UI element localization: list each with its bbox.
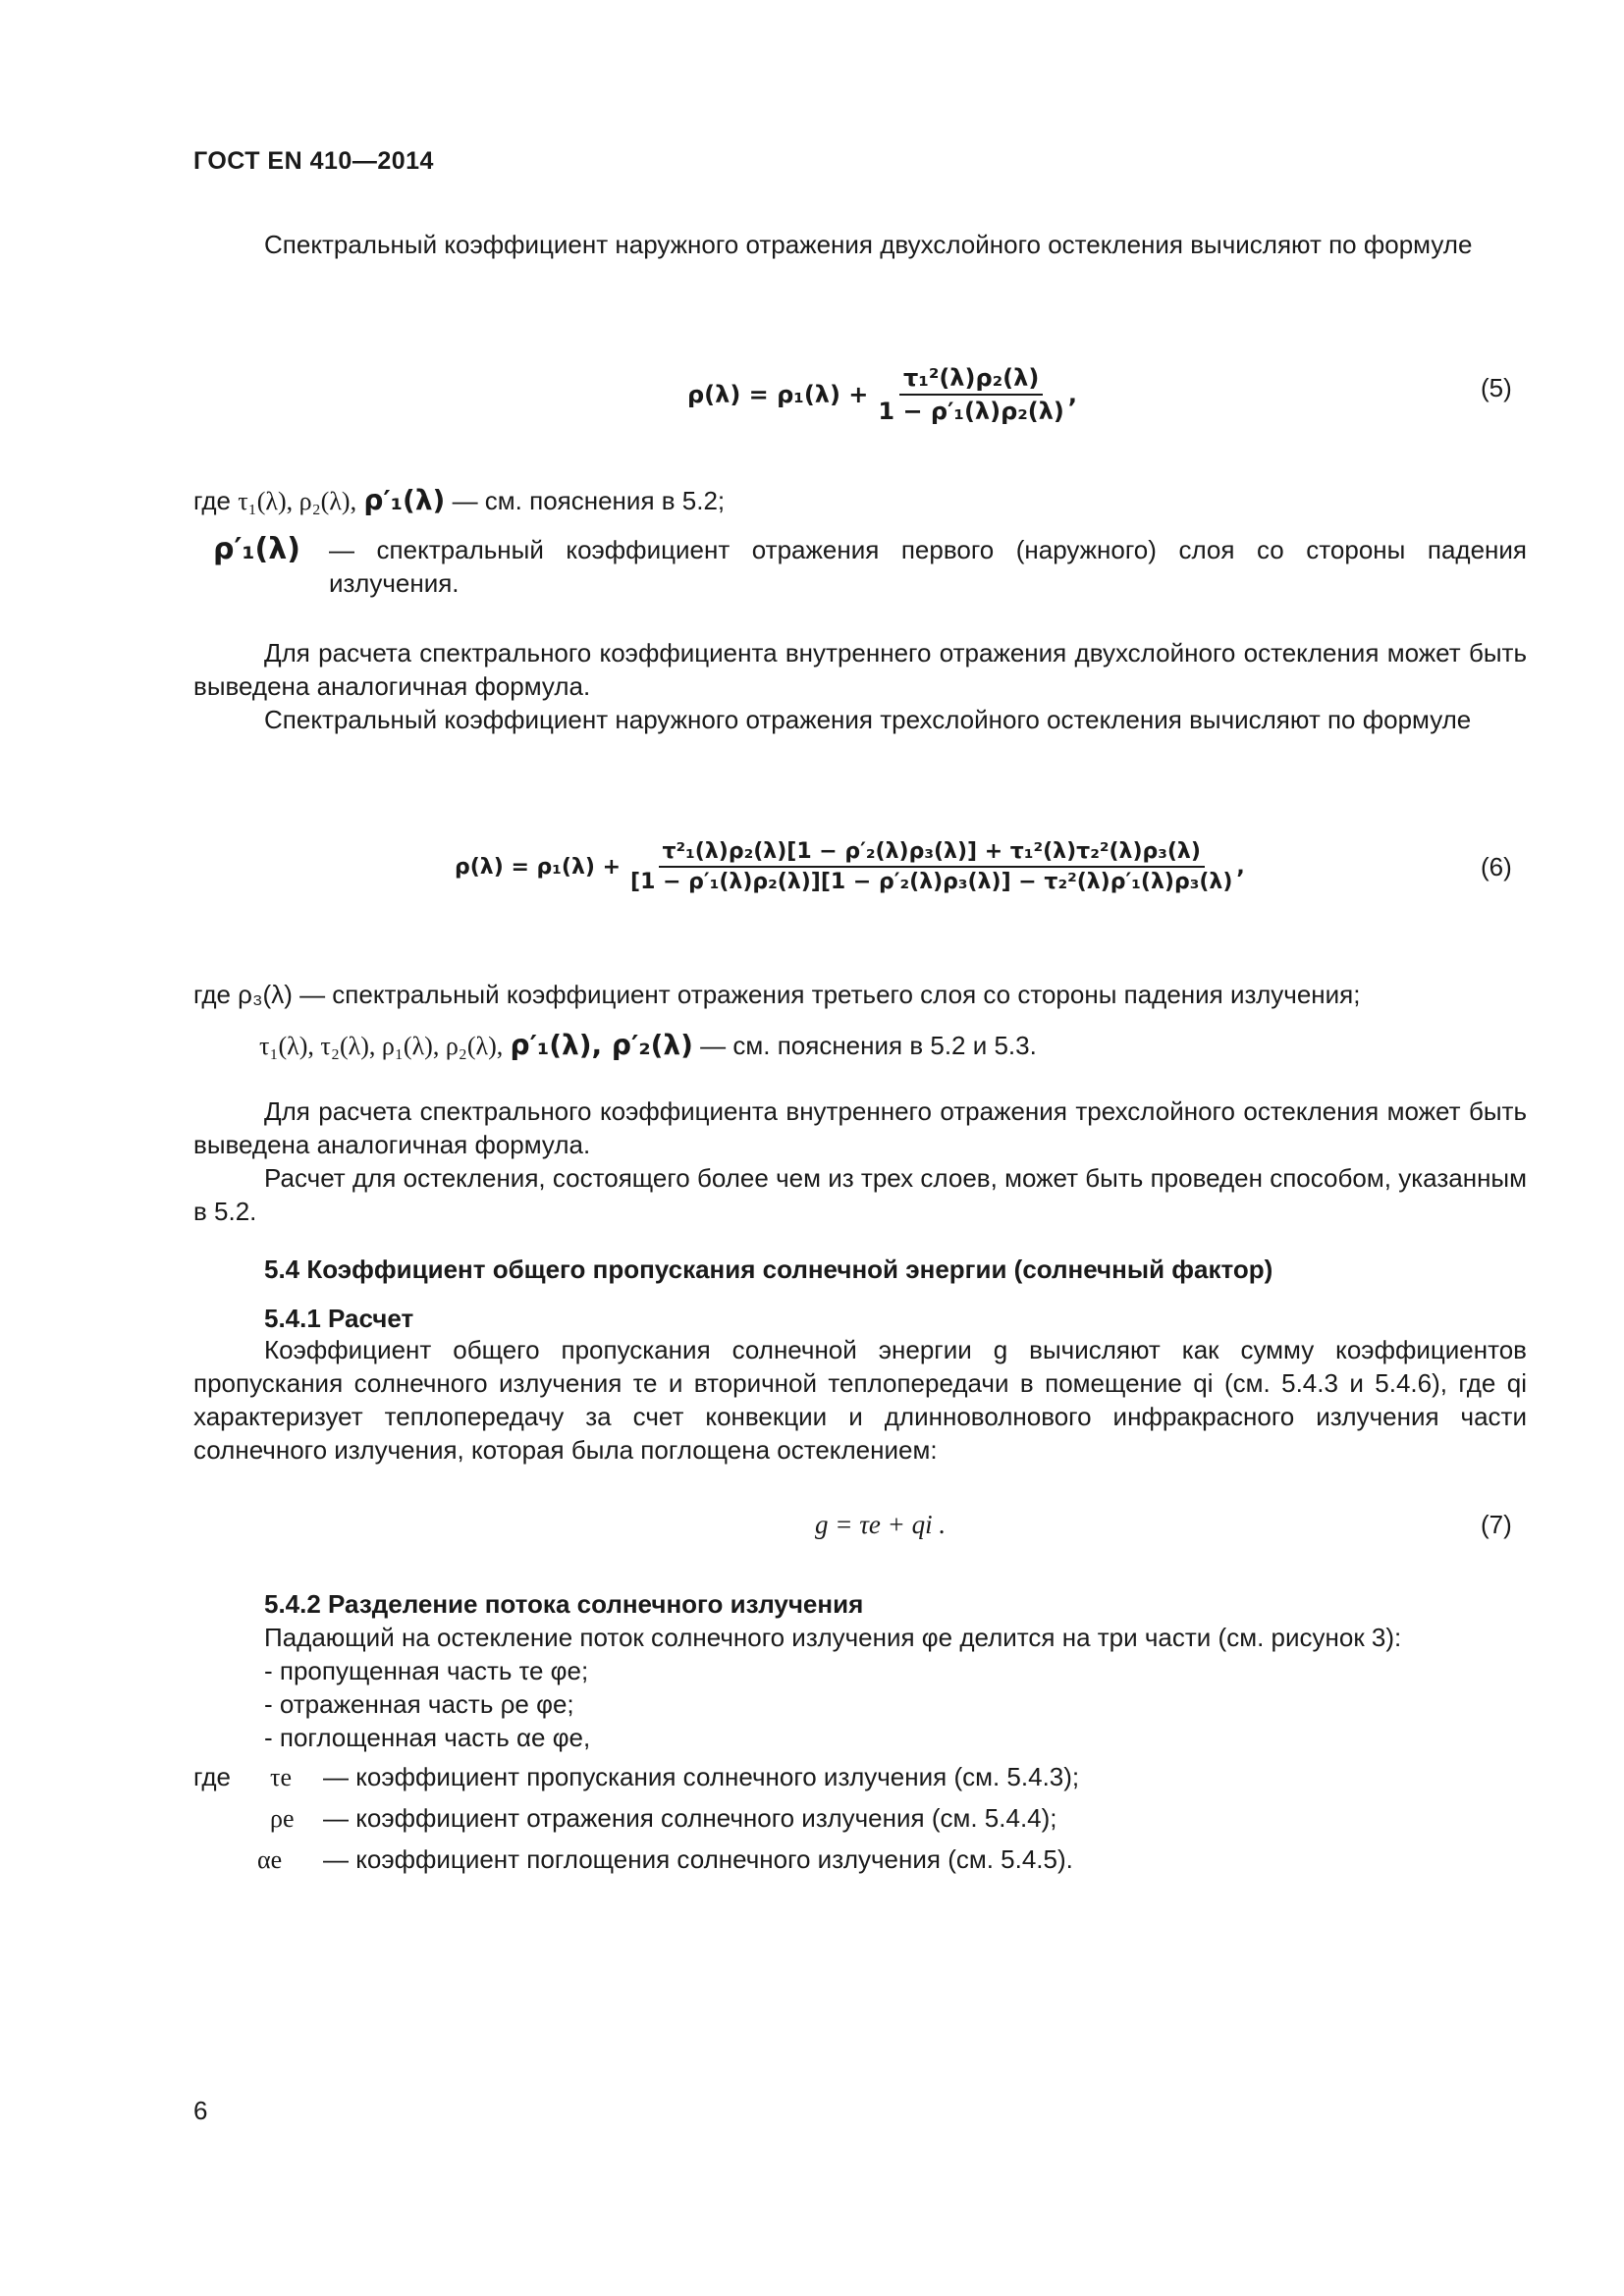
formula-5: [687, 355, 1077, 434]
where-5-rest: — см. пояснения в 5.2;: [452, 486, 726, 515]
where-5-prefix: где: [193, 486, 231, 515]
where-6-vars: τ₁(λ), τ₂(λ), ρ₁(λ), ρ₂(λ),: [259, 1032, 504, 1060]
where-5-definition: [213, 533, 1527, 600]
where-5-def-symbol: ρ′₁(λ): [213, 532, 300, 566]
formula-5-number: (5): [1481, 373, 1512, 402]
paragraph-internal-reflection-2: Для расчета спектрального коэффициента внутреннего отражения двухслойного остекления может быть выведена аналогичная формула.: [193, 638, 1527, 701]
list-item: - поглощенная часть αe φe,: [264, 1723, 591, 1752]
section-5-4-1-text: Коэффициент общего пропускания солнечной энергии g вычисляют как сумму коэффициентов пропускания солнечного излучения τe и вторичной теплопередачи в помещение qi (см. 5.4.3 и 5.4.6), где qi характеризует теплопередачу за счет конвекции и длинноволнового инфракрасного излучения части солнечного излучения, которая была поглощена остеклением:: [193, 1335, 1527, 1465]
paragraph-internal-reflection-3: Для расчета спектрального коэффициента внутреннего отражения трехслойного остекления может быть выведена аналогичная формула.: [193, 1096, 1527, 1159]
definition-row: [270, 1801, 1057, 1836]
definition-text: — коэффициент пропускания солнечного излучения (см. 5.4.3);: [323, 1762, 1080, 1791]
section-5-4-2-heading: 5.4.2 Разделение потока солнечного излучения: [264, 1589, 864, 1619]
definition-symbol: ρe: [270, 1804, 295, 1833]
where-5-var-bold: ρ′₁(λ): [363, 484, 446, 516]
section-5-4-2-intro: Падающий на остекление поток солнечного излучения φe делится на три части (см. рисунок 3):: [264, 1623, 1402, 1652]
definition-row: [257, 1842, 1073, 1877]
where-6-vars-bold: ρ′₁(λ), ρ′₂(λ): [510, 1029, 693, 1061]
document-header: ГОСТ EN 410—2014: [193, 147, 434, 175]
formula-6-trail: ,: [1236, 854, 1245, 880]
formula-7-number: (7): [1481, 1510, 1512, 1539]
paragraph-formula6-intro: Спектральный коэффициент наружного отражения трехслойного остекления вычисляют по формуле: [264, 705, 1472, 734]
formula-6-numerator: τ²₁(λ)ρ₂(λ)[1 − ρ′₂(λ)ρ₃(λ)] + τ₁²(λ)τ₂²(λ)ρ₃(λ): [659, 839, 1205, 868]
where-5-def-text: — спектральный коэффициент отражения первого (наружного) слоя со стороны падения излучения.: [329, 535, 1527, 598]
definition-row: [270, 1760, 1079, 1794]
formula-5-lhs: ρ(λ) = ρ₁(λ) +: [687, 381, 869, 408]
list-item: - отраженная часть ρe φe;: [264, 1689, 574, 1719]
definition-text: — коэффициент поглощения солнечного излучения (см. 5.4.5).: [323, 1844, 1073, 1874]
page-number: 6: [193, 2096, 208, 2125]
formula-6: [455, 823, 1245, 911]
where-6-line2: [259, 1029, 1037, 1063]
where-5-4-2-prefix: где: [193, 1762, 231, 1791]
section-5-4-1-heading: 5.4.1 Расчет: [264, 1304, 414, 1333]
definition-symbol: αe: [257, 1845, 283, 1874]
formula-5-trail: ,: [1067, 381, 1078, 408]
definition-text: — коэффициент отражения солнечного излучения (см. 5.4.4);: [323, 1803, 1057, 1833]
formula-7: g = τe + qi .: [815, 1510, 947, 1539]
list-item: - пропущенная часть τe φe;: [264, 1656, 589, 1685]
paragraph-more-layers: Расчет для остекления, состоящего более чем из трех слоев, может быть проведен способом, указанным в 5.2.: [193, 1163, 1527, 1226]
formula-6-denominator: [1 − ρ′₁(λ)ρ₂(λ)][1 − ρ′₂(λ)ρ₃(λ)] − τ₂²(λ)ρ′₁(λ)ρ₃(λ): [630, 870, 1233, 894]
where-5-vars: τ₁(λ), ρ₂(λ),: [238, 487, 357, 515]
where-6-rest: — см. пояснения в 5.2 и 5.3.: [700, 1031, 1037, 1060]
definition-symbol: τe: [270, 1763, 292, 1791]
formula-5-denominator: 1 − ρ′₁(λ)ρ₂(λ): [878, 398, 1064, 425]
formula-6-lhs: ρ(λ) = ρ₁(λ) +: [455, 854, 622, 880]
where-6-line1: где ρ₃(λ) — спектральный коэффициент отражения третьего слоя со стороны падения излучения;: [193, 980, 1361, 1009]
where-5-line: [193, 484, 725, 518]
formula-5-numerator: τ₁²(λ)ρ₂(λ): [899, 364, 1043, 396]
formula-6-number: (6): [1481, 852, 1512, 881]
section-5-4-heading: 5.4 Коэффициент общего пропускания солнечной энергии (солнечный фактор): [264, 1255, 1273, 1284]
paragraph-formula5-intro: Спектральный коэффициент наружного отражения двухслойного остекления вычисляют по формуле: [264, 230, 1473, 259]
